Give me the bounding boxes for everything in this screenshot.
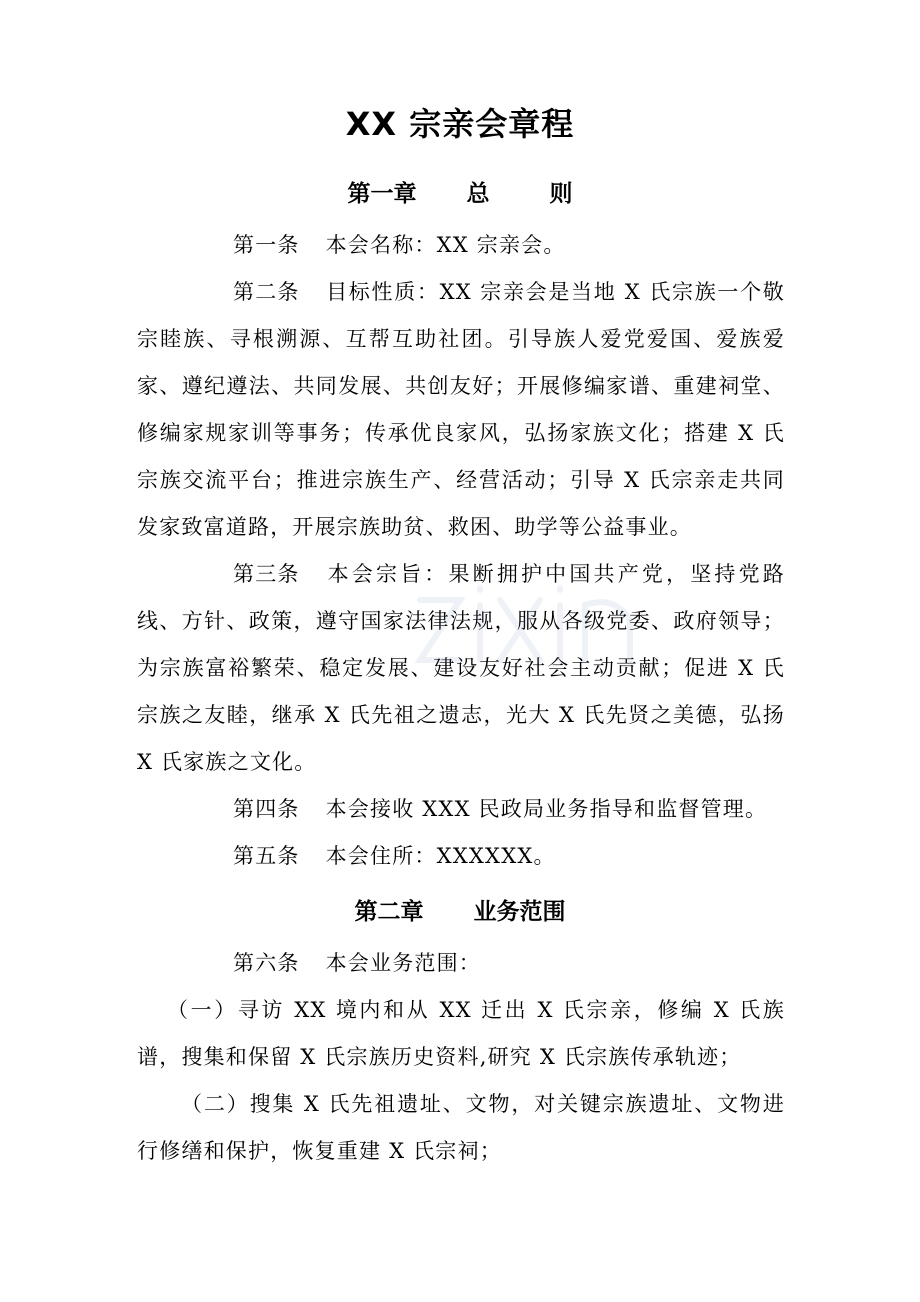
document-title: XX 宗亲会章程 (345, 105, 575, 143)
chapter-1-body (137, 222, 785, 880)
list-item (137, 987, 785, 1081)
article-number: 第二条 (233, 280, 300, 304)
article-paragraph (137, 833, 785, 880)
article-paragraph (137, 551, 785, 786)
article-text: 本会名称：XX 宗亲会。 (325, 233, 566, 257)
article-text: 本会接收 XXX 民政局业务指导和监督管理。 (325, 797, 768, 821)
article-number: 第六条 (233, 951, 300, 975)
article-paragraph (137, 269, 785, 551)
article-number: 第一条 (233, 233, 300, 257)
chapter-heading-2 (0, 892, 920, 932)
chapter-number: 第二章 (354, 899, 424, 925)
article-number: 第五条 (233, 844, 300, 868)
list-item-text: （一）寻访 XX 境内和从 XX 迁出 X 氏宗亲，修编 X 氏族谱，搜集和保留 X 氏宗族历史资料,研究 X 氏宗族传承轨迹； (137, 998, 785, 1069)
article-number: 第四条 (233, 797, 300, 821)
article-paragraph (137, 940, 785, 987)
chapter-2-body (137, 940, 785, 1175)
list-item (137, 1081, 785, 1175)
chapter-number: 第一章 (347, 181, 417, 207)
chapter-name: 总 则 (466, 181, 599, 207)
article-paragraph (137, 222, 785, 269)
chapter-name: 业务范围 (473, 899, 566, 925)
article-text: 本会住所：XXXXXX。 (325, 844, 556, 868)
article-paragraph (137, 786, 785, 833)
article-number: 第三条 (233, 562, 300, 586)
chapter-heading-1 (0, 174, 920, 214)
list-item-text: （二）搜集 X 氏先祖遗址、文物，对关键宗族遗址、文物进行修缮和保护，恢复重建 X 氏宗祠； (137, 1092, 785, 1163)
article-text: 目标性质：XX 宗亲会是当地 X 氏宗族一个敬宗睦族、寻根溯源、互帮互助社团。引导族人爱党爱国、爱族爱家、遵纪遵法、共同发展、共创友好；开展修编家谱、重建祠堂、修编家规家训等事务；传承优良家风，弘扬家族文化；搭建 X 氏宗族交流平台；推进宗族生产、经营活动；引导 X 氏宗亲走共同发家致富道路，开展宗族助贫、救困、助学等公益事业。 (137, 280, 785, 539)
article-text: 本会宗旨：果断拥护中国共产党，坚持党路线、方针、政策，遵守国家法律法规，服从各级党委、政府领导；为宗族富裕繁荣、稳定发展、建设友好社会主动贡献；促进 X 氏宗族之友睦，继承 X 氏先祖之遗志，光大 X 氏先贤之美德，弘扬 X 氏家族之文化。 (137, 562, 785, 774)
article-text: 本会业务范围： (325, 951, 482, 975)
